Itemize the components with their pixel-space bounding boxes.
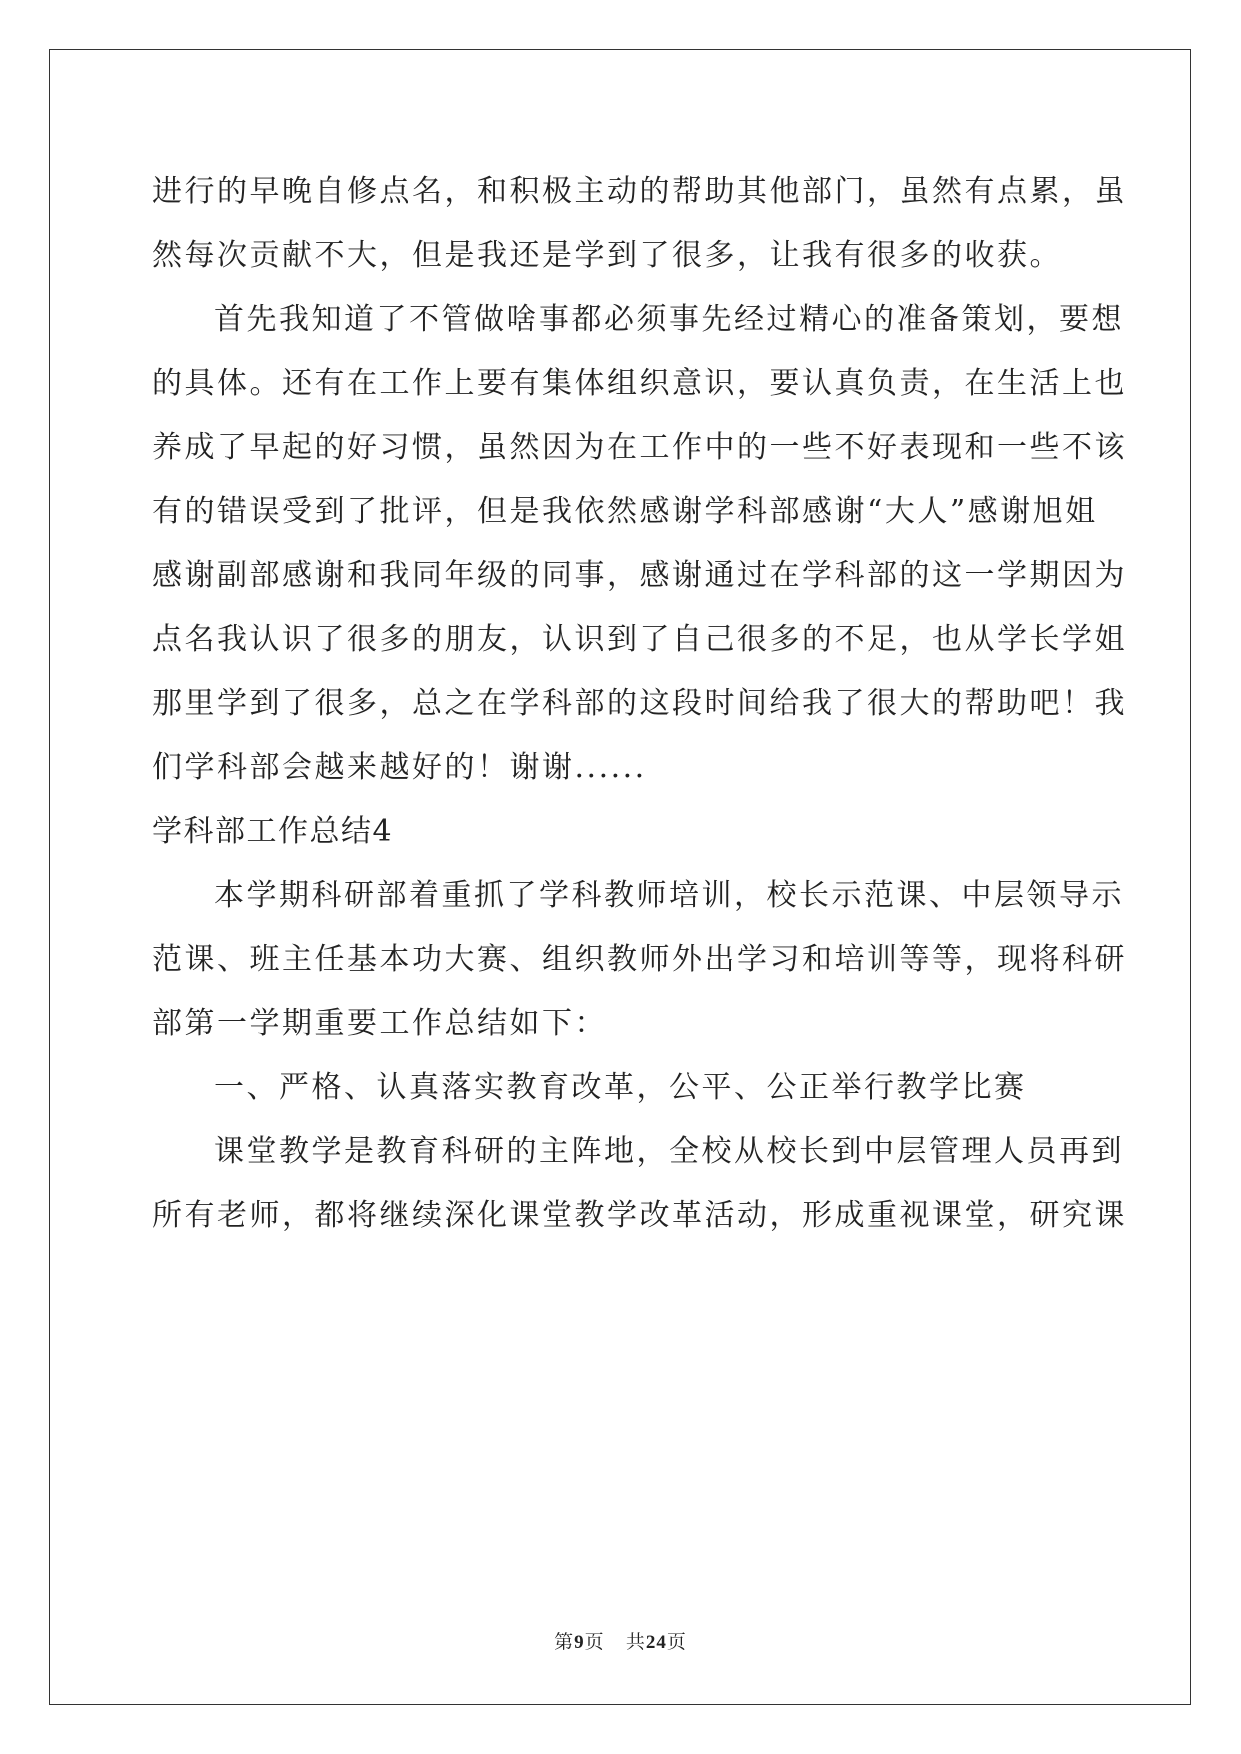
footer-page-suffix: 页 — [584, 1631, 605, 1653]
body-line-5: 养成了早起的好习惯，虽然因为在工作中的一些不好表现和一些不该 — [152, 430, 1127, 465]
body-line-9: 那里学到了很多，总之在学科部的这段时间给我了很大的帮助吧！我 — [152, 686, 1127, 721]
body-line-7: 感谢副部感谢和我同年级的同事，感谢通过在学科部的这一学期因为 — [152, 558, 1127, 593]
subheading-line: 一、严格、认真落实教育改革，公平、公正举行教学比赛 — [214, 1070, 1027, 1105]
footer-prefix: 第 — [554, 1631, 575, 1653]
section-heading: 学科部工作总结4 — [152, 814, 394, 849]
body-line-2: 然每次贡献不大，但是我还是学到了很多，让我有很多的收获。 — [152, 238, 1062, 273]
body-line-8: 点名我认识了很多的朋友，认识到了自己很多的不足，也从学长学姐 — [152, 622, 1127, 657]
page-number: 9 — [574, 1632, 585, 1653]
body-line-17: 所有老师，都将继续深化课堂教学改革活动，形成重视课堂，研究课 — [152, 1198, 1127, 1233]
footer-total-suffix: 页 — [666, 1631, 687, 1653]
total-pages: 24 — [645, 1632, 667, 1653]
page-footer — [0, 1627, 1241, 1654]
body-line-13: 范课、班主任基本功大赛、组织教师外出学习和培训等等，现将科研 — [152, 942, 1127, 977]
body-line-14: 部第一学期重要工作总结如下： — [152, 1006, 607, 1041]
footer-total-prefix: 共 — [625, 1631, 646, 1653]
body-line-10: 们学科部会越来越好的！谢谢...... — [152, 750, 647, 785]
body-line-4: 的具体。还有在工作上要有集体组织意识，要认真负责，在生活上也 — [152, 366, 1127, 401]
body-line-3: 首先我知道了不管做啥事都必须事先经过精心的准备策划，要想 — [214, 302, 1124, 337]
body-line-1: 进行的早晚自修点名，和积极主动的帮助其他部门，虽然有点累，虽 — [152, 174, 1127, 209]
document-body — [152, 160, 1127, 1248]
body-line-6: 有的错误受到了批评，但是我依然感谢学科部感谢“大人”感谢旭姐 — [152, 494, 1098, 529]
body-line-12: 本学期科研部着重抓了学科教师培训，校长示范课、中层领导示 — [214, 878, 1124, 913]
body-line-16: 课堂教学是教育科研的主阵地，全校从校长到中层管理人员再到 — [214, 1134, 1124, 1169]
